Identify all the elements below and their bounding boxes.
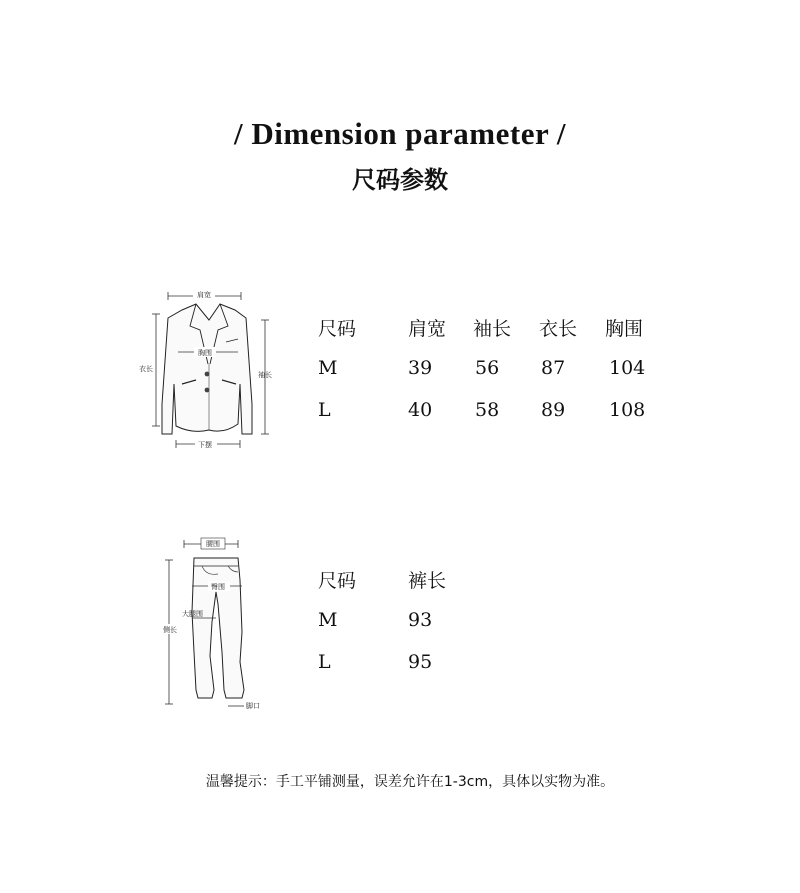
pants-cell-length: 93 (408, 609, 433, 631)
pants-label-ankle: 脚口 (246, 702, 260, 710)
pants-diagram (158, 532, 268, 714)
jacket-diagram (134, 284, 284, 454)
jacket-header-length: 衣长 (539, 318, 578, 340)
jacket-cell-chest: 104 (609, 357, 646, 379)
measurement-note: 温馨提示：手工平铺测量，误差允许在1-3cm，具体以实物为准。 (205, 774, 615, 790)
jacket-header-shoulder: 肩宽 (408, 318, 447, 340)
page-subtitle: 尺码参数 (352, 166, 448, 194)
jacket-cell-shoulder: 39 (408, 357, 433, 379)
jacket-label-chest: 胸围 (198, 349, 212, 357)
jacket-cell-sleeve: 56 (475, 357, 500, 379)
pants-cell-size: L (318, 651, 331, 673)
pants-cell-length: 95 (408, 651, 433, 673)
jacket-header-sleeve: 袖长 (473, 318, 512, 340)
jacket-cell-chest: 108 (609, 399, 646, 421)
jacket-cell-sleeve: 58 (475, 399, 500, 421)
jacket-header-size: 尺码 (318, 318, 357, 340)
jacket-cell-length: 87 (541, 357, 566, 379)
jacket-label-shoulder: 肩宽 (197, 291, 211, 299)
jacket-cell-shoulder: 40 (408, 399, 433, 421)
pants-label-waist: 腰围 (206, 540, 220, 548)
pants-header-length: 裤长 (408, 570, 447, 592)
pants-header-size: 尺码 (318, 570, 357, 592)
pants-label-thigh: 大腿围 (182, 610, 203, 618)
pants-label-side: 侧长 (163, 626, 177, 634)
page-title: / Dimension parameter / (233, 116, 567, 151)
jacket-label-sleeve: 袖长 (258, 371, 272, 379)
jacket-cell-size: L (318, 399, 331, 421)
pants-label-hip: 臀围 (211, 583, 225, 591)
jacket-label-length: 衣长 (139, 365, 153, 373)
jacket-label-hem: 下摆 (198, 441, 212, 449)
jacket-cell-size: M (318, 357, 338, 379)
jacket-header-chest: 胸围 (605, 318, 644, 340)
pants-cell-size: M (318, 609, 338, 631)
jacket-cell-length: 89 (541, 399, 566, 421)
